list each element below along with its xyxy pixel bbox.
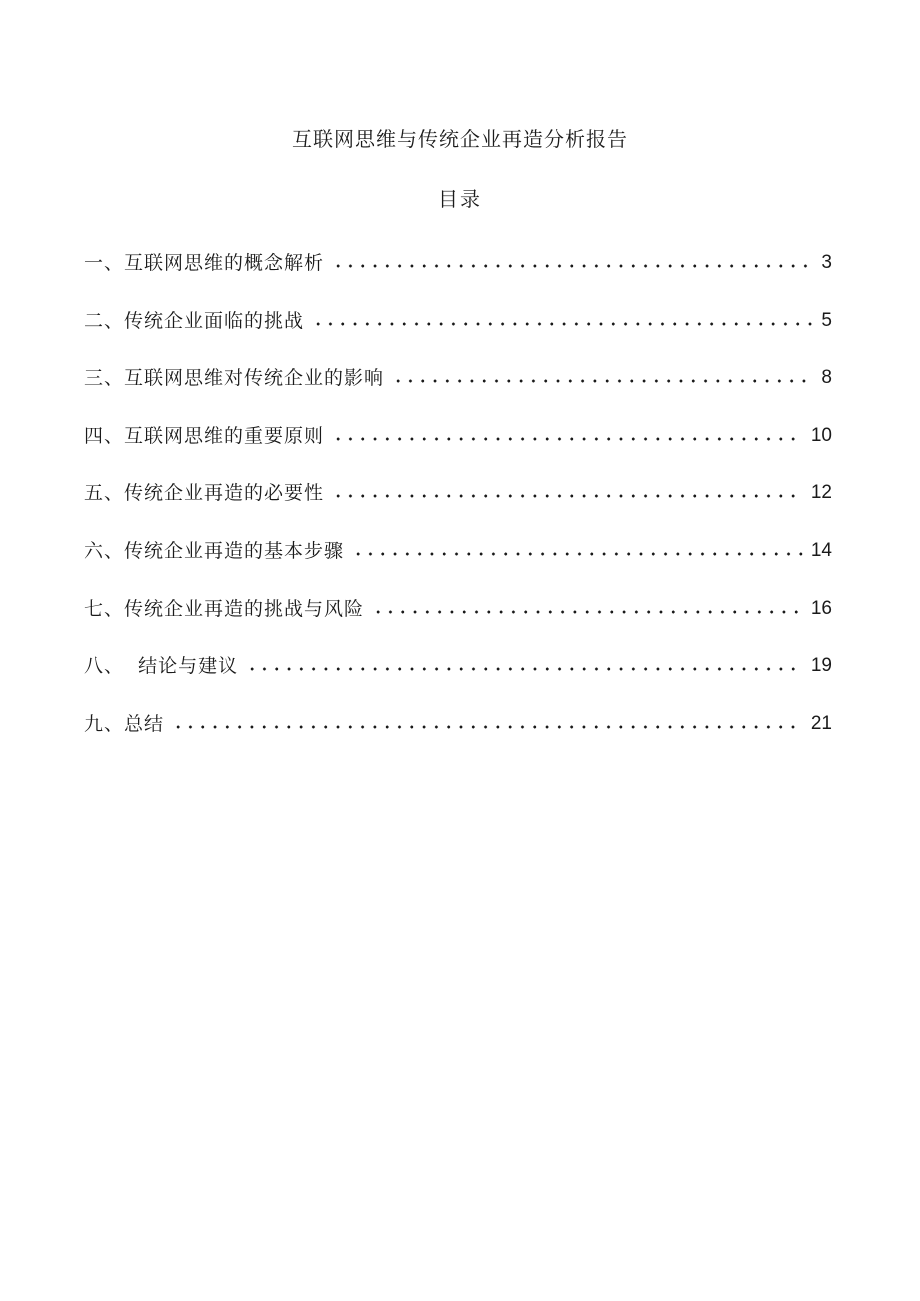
toc-entry-label: 一、互联网思维的概念解析	[84, 252, 325, 274]
toc-entry-6[interactable]	[84, 532, 832, 565]
table-of-contents	[84, 244, 832, 762]
toc-entry-label: 七、传统企业再造的挑战与风险	[84, 597, 365, 620]
toc-page-number: 14	[810, 539, 832, 561]
toc-dot-leader	[312, 319, 813, 329]
toc-dot-leader	[332, 491, 803, 501]
toc-page-number: 3	[821, 252, 832, 273]
toc-page-number: 19	[810, 655, 832, 677]
toc-dot-leader	[332, 261, 813, 271]
toc-page-number: 12	[810, 482, 832, 504]
toc-dot-leader	[392, 376, 813, 386]
toc-dot-leader	[332, 434, 803, 444]
toc-entry-9[interactable]	[84, 705, 832, 738]
toc-entry-1[interactable]	[84, 244, 832, 277]
toc-entry-label: 九、总结	[84, 712, 165, 735]
toc-entry-label: 五、传统企业再造的必要性	[84, 482, 325, 505]
toc-entry-label: 四、互联网思维的重要原则	[84, 424, 325, 447]
toc-page-number: 10	[810, 424, 832, 446]
toc-entry-7[interactable]	[84, 590, 832, 623]
toc-entry-4[interactable]	[84, 417, 832, 450]
toc-dot-leader	[372, 607, 803, 617]
toc-page-number: 16	[810, 597, 832, 619]
toc-entry-5[interactable]	[84, 474, 832, 507]
toc-entry-8[interactable]	[84, 647, 832, 680]
toc-entry-label: 三、互联网思维对传统企业的影响	[84, 367, 385, 390]
toc-dot-leader	[352, 549, 803, 559]
toc-page-number: 8	[821, 367, 832, 389]
toc-dot-leader	[172, 722, 803, 732]
toc-entry-label: 八、 结论与建议	[84, 655, 239, 678]
toc-dot-leader	[246, 664, 803, 674]
toc-entry-3[interactable]	[84, 359, 832, 392]
toc-heading: 目录	[438, 187, 482, 211]
toc-entry-label: 二、传统企业面临的挑战	[84, 309, 305, 332]
toc-entry-label: 六、传统企业再造的基本步骤	[84, 539, 345, 562]
toc-entry-2[interactable]	[84, 302, 832, 335]
document-title: 互联网思维与传统企业再造分析报告	[292, 127, 628, 151]
toc-page-number: 21	[810, 712, 832, 734]
toc-page-number: 5	[821, 309, 832, 331]
